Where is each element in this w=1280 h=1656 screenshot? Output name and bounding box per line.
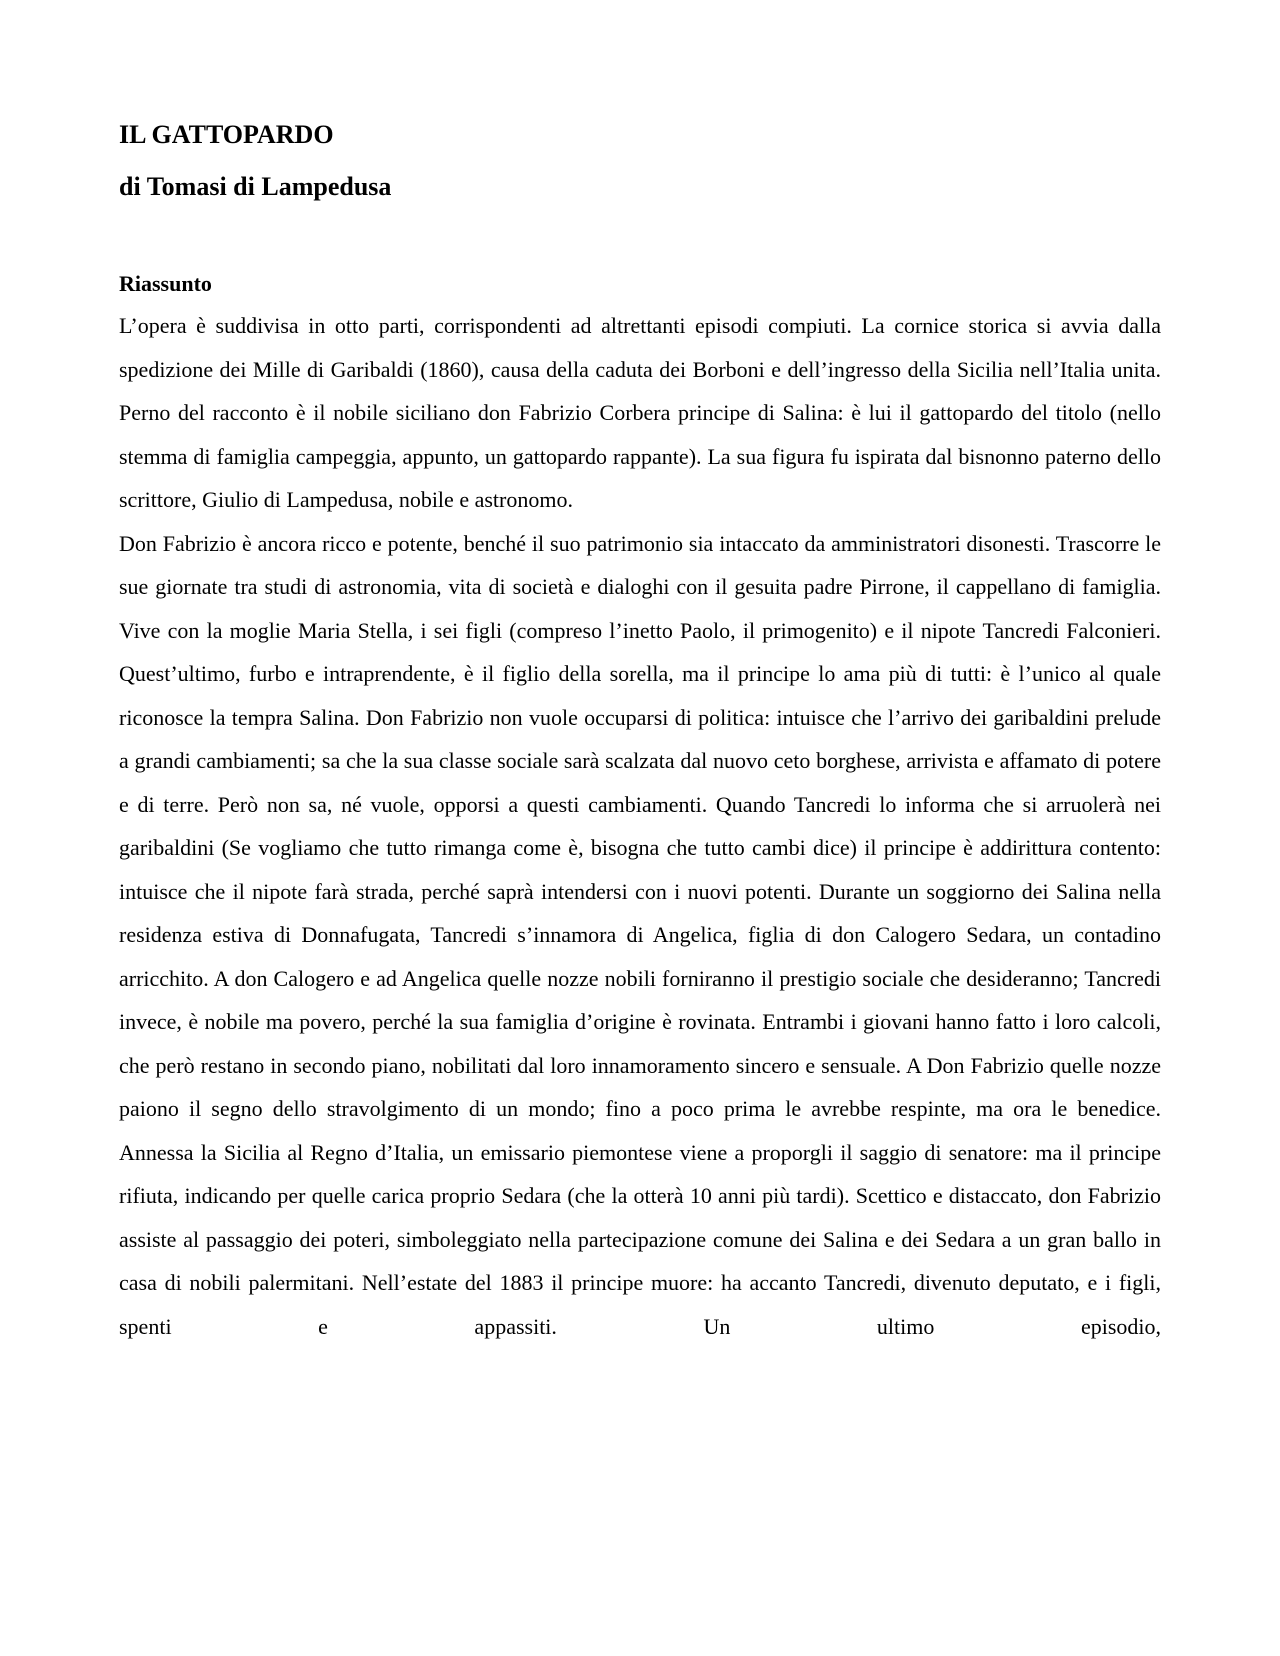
document-title: IL GATTOPARDO <box>119 120 334 149</box>
paragraph: Annessa la Sicilia al Regno d’Italia, un emissario piemontese viene a proporgli il saggio di senatore: ma il principe rifiuta, indicando per quelle carica proprio Sedara (che la otterà 10 anni più tardi). Scettico e distaccato, don Fabrizio assiste al passaggio dei poteri, simboleggiato nella partecipazione comune dei Salina e dei Sedara a un gran ballo in casa di nobili palermitani. Nell’estate del 1883 il principe muore: ha accanto Tancredi, divenuto deputato, e i figli, spenti e appassiti. Un ultimo episodio, <box>119 1139 1161 1339</box>
author-line: di Tomasi di Lampedusa <box>119 172 392 201</box>
paragraph: Don Fabrizio è ancora ricco e potente, benché il suo patrimonio sia intaccato da amministratori disonesti. Trascorre le sue giornate tra studi di astronomia, vita di società e dialoghi con il gesuita padre Pirrone, il cappellano di famiglia. Vive con la moglie Maria Stella, i sei figli (compreso l’inetto Paolo, il primogenito) e il nipote Tancredi Falconieri. Quest’ultimo, furbo e intraprendente, è il figlio della sorella, ma il principe lo ama più di tutti: è l’unico al quale riconosce la tempra Salina. Don Fabrizio non vuole occuparsi di politica: intuisce che l’arrivo dei garibaldini prelude a grandi cambiamenti; sa che la sua classe sociale sarà scalzata dal nuovo ceto borghese, arrivista e affamato di potere e di terre. Però non sa, né vuole, opporsi a questi cambiamenti. Quando Tancredi lo informa che si arruolerà nei garibaldini (Se vogliamo che tutto rimanga come è, bisogna che tutto cambi dice) il principe è addirittura contento: intuisce che il nipote farà strada, perché saprà intendersi con i nuovi potenti. Durante un soggiorno dei Salina nella residenza estiva di Donnafugata, Tancredi s’innamora di Angelica, figlia di don Calogero Sedara, un contadino arricchito. A don Calogero e ad Angelica quelle nozze nobili forniranno il prestigio sociale che desideranno; Tancredi invece, è nobile ma povero, perché la sua famiglia d’origine è rovinata. Entrambi i giovani hanno fatto i loro calcoli, che però restano in secondo piano, nobilitati dal loro innamoramento sincero e sensuale. A Don Fabrizio quelle nozze paiono il segno dello stravolgimento di un mondo; fino a poco prima le avrebbe respinte, ma ora le benedice. <box>119 530 1161 1121</box>
document-page <box>119 112 1161 1348</box>
paragraph: L’opera è suddivisa in otto parti, corrispondenti ad altrettanti episodi compiuti. La cornice storica si avvia dalla spedizione dei Mille di Garibaldi (1860), causa della caduta dei Borboni e dell’ingresso della Sicilia nell’Italia unita. Perno del racconto è il nobile siciliano don Fabrizio Corbera principe di Salina: è lui il gattopardo del titolo (nello stemma di famiglia campeggia, appunto, un gattopardo rappante). La sua figura fu ispirata dal bisnonno paterno dello scrittore, Giulio di Lampedusa, nobile e astronomo. <box>119 313 1161 512</box>
section-heading: Riassunto <box>119 271 212 296</box>
